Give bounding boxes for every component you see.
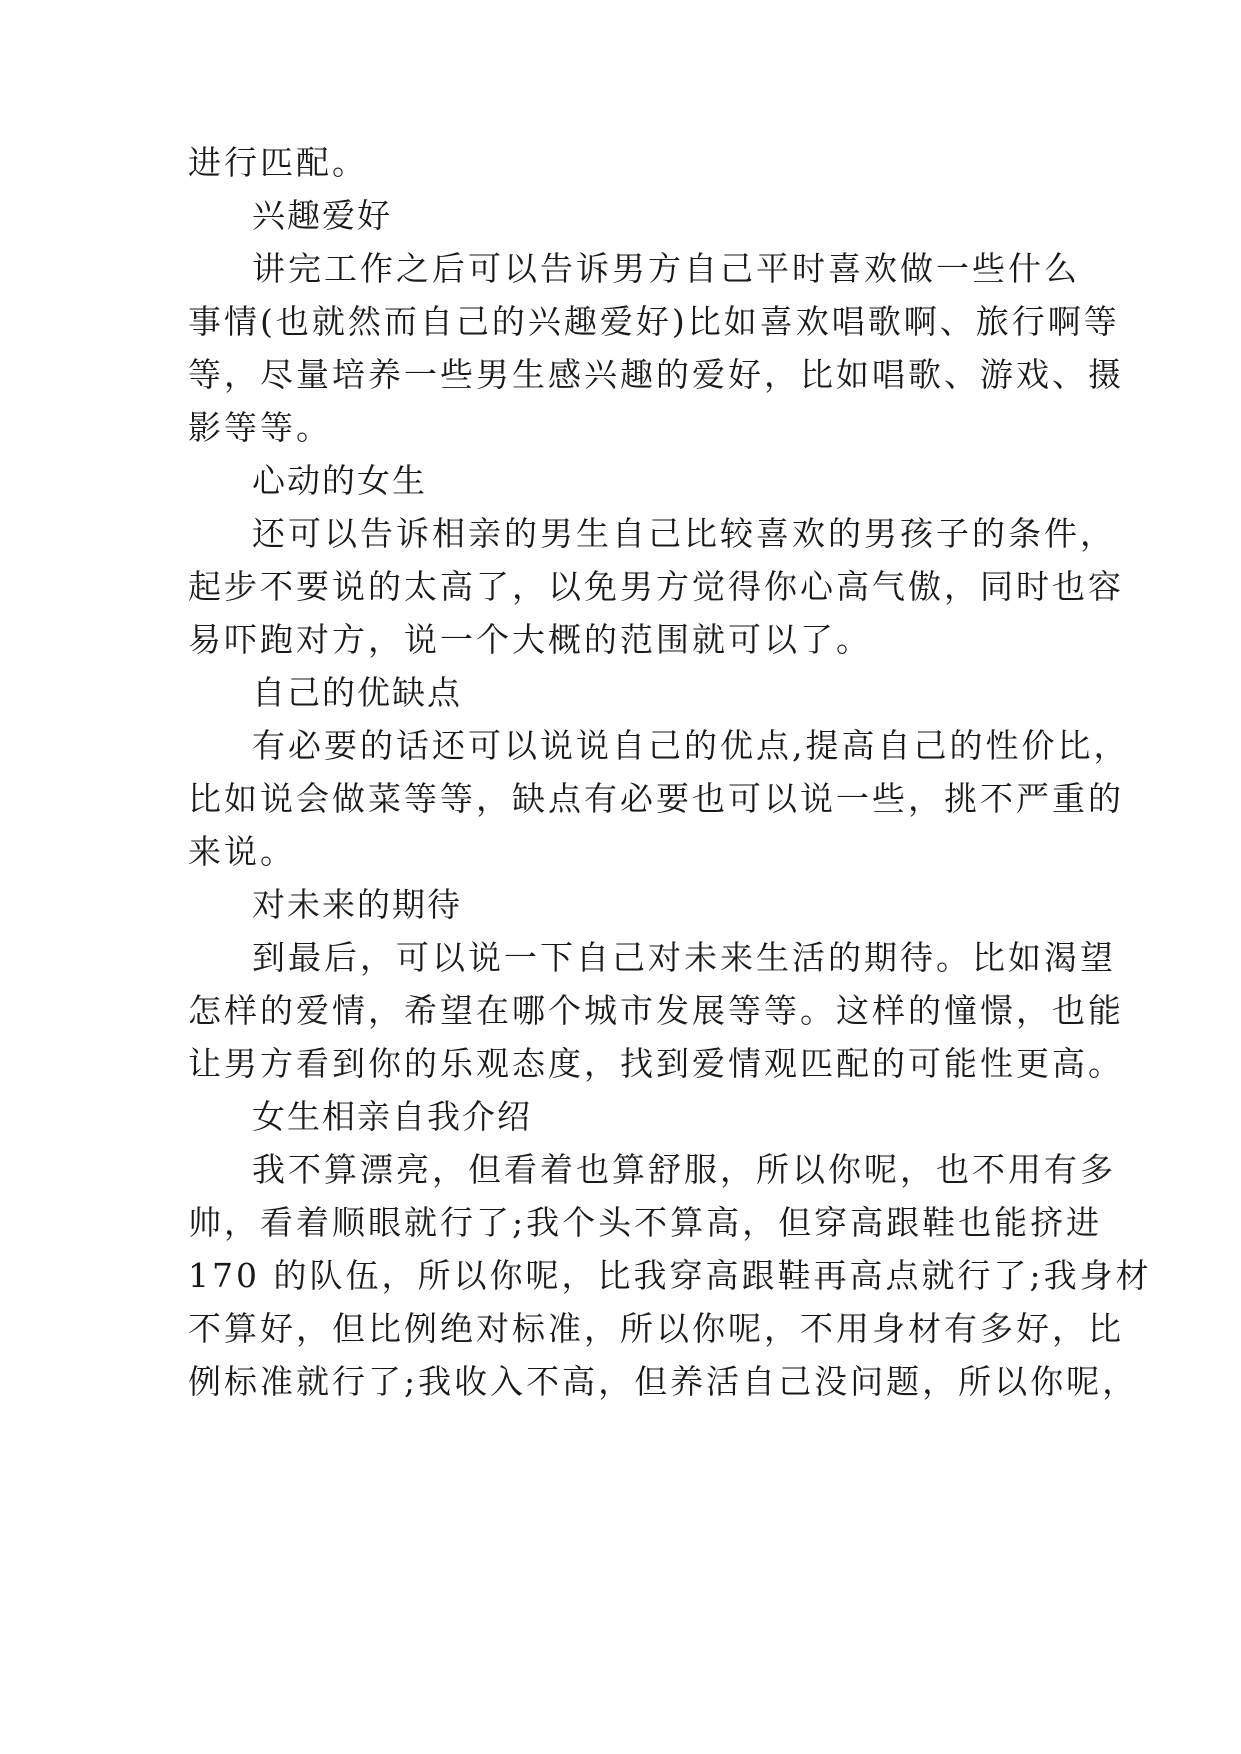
section-heading-hobbies: 兴趣爱好: [252, 196, 392, 235]
section-heading-strengths: 自己的优缺点: [252, 673, 462, 712]
paragraph-line: 易吓跑对方，说一个大概的范围就可以了。: [188, 620, 872, 659]
section-heading-future: 对未来的期待: [252, 885, 462, 924]
section-heading-self-intro: 女生相亲自我介绍: [252, 1097, 532, 1136]
paragraph-line: 怎样的爱情，希望在哪个城市发展等等。这样的憧憬，也能: [188, 991, 1124, 1030]
paragraph-line: 不算好，但比例绝对标准，所以你呢，不用身材有多好，比: [188, 1309, 1124, 1348]
paragraph-line: 我不算漂亮，但看着也算舒服，所以你呢，也不用有多: [252, 1150, 1116, 1189]
paragraph-line: 还可以告诉相亲的男生自己比较喜欢的男孩子的条件，: [252, 514, 1116, 553]
paragraph-line: 等，尽量培养一些男生感兴趣的爱好，比如唱歌、游戏、摄: [188, 355, 1124, 394]
paragraph-line: 让男方看到你的乐观态度，找到爱情观匹配的可能性更高。: [188, 1044, 1124, 1083]
paragraph-line: 有必要的话还可以说说自己的优点,提高自己的性价比，: [252, 726, 1130, 765]
section-heading-crush: 心动的女生: [252, 461, 427, 500]
paragraph-line: 起步不要说的太高了，以免男方觉得你心高气傲，同时也容: [188, 567, 1124, 606]
paragraph-line: 讲完工作之后可以告诉男方自己平时喜欢做一些什么: [252, 249, 1080, 288]
paragraph-line: 帅，看着顺眼就行了;我个头不算高，但穿高跟鞋也能挤进: [188, 1203, 1103, 1242]
paragraph-line: 比如说会做菜等等，缺点有必要也可以说一些，挑不严重的: [188, 779, 1124, 818]
paragraph-line: 170 的队伍，所以你呢，比我穿高跟鞋再高点就行了;我身材: [188, 1256, 1152, 1295]
paragraph-line: 来说。: [188, 832, 296, 871]
paragraph-line: 进行匹配。: [188, 143, 368, 182]
paragraph-line: 例标准就行了;我收入不高，但养活自己没问题，所以你呢，: [188, 1362, 1139, 1401]
paragraph-line: 到最后，可以说一下自己对未来生活的期待。比如渴望: [252, 938, 1116, 977]
paragraph-line: 事情(也就然而自己的兴趣爱好)比如喜欢唱歌啊、旅行啊等: [188, 302, 1120, 341]
paragraph-line: 影等等。: [188, 408, 332, 447]
